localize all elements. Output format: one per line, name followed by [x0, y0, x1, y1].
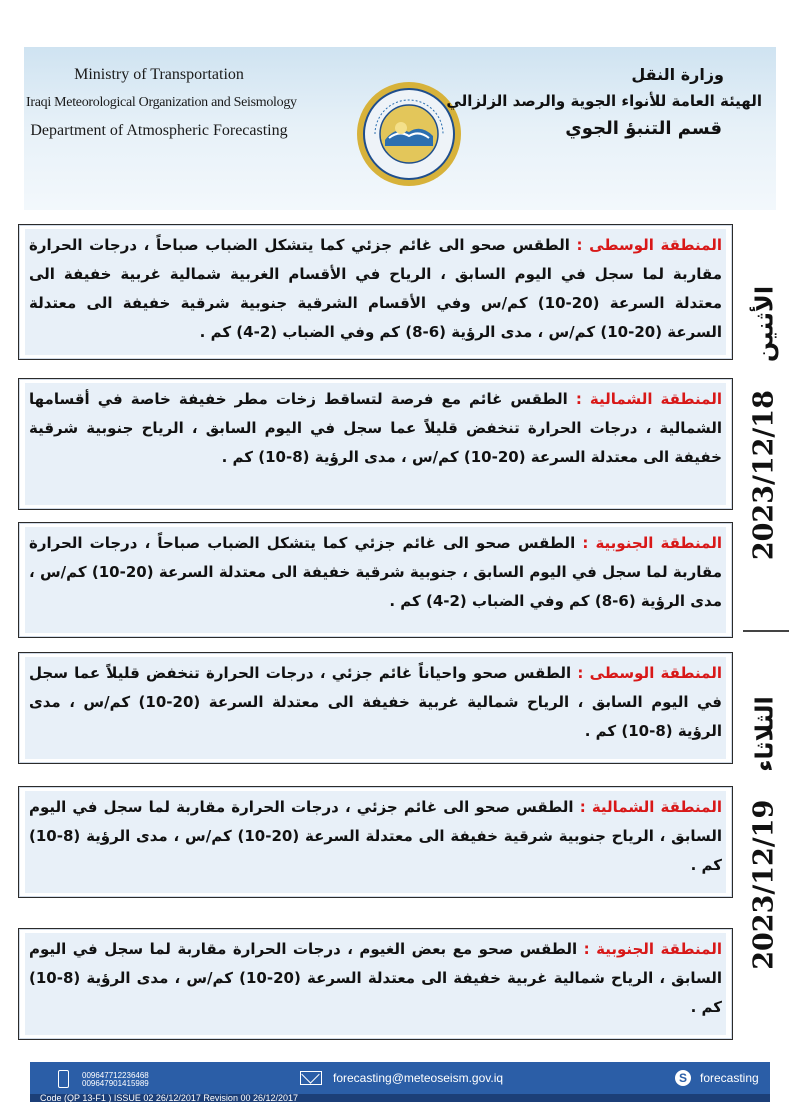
forecast-body: الطقس غائم مع فرصة لتساقط زخات مطر خفيفة خاصة في أقسامها الشمالية ، درجات الحرارة تنخفض قليلاً عما سجل في اليوم السابق ، الرياح جنوبية شرقية خفيفة الى معتدلة السرعة (20-10) كم/س ، مدى الرؤية (8-10) كم . [29, 390, 722, 466]
forecast-body: الطقس صحو الى غائم جزئي كما يتشكل الضباب صباحاً ، درجات الحرارة مقاربة لما سجل في اليوم السابق ، جنوبية شرقية خفيفة الى معتدلة السرعة (20-10) كم/س ، مدى الرؤية (6-8) كم وفي الضباب (2-4) كم . [29, 534, 722, 610]
day-divider [743, 630, 789, 632]
forecast-text [29, 793, 722, 880]
phone-icon [58, 1070, 69, 1088]
forecast-body: الطقس صحو الى غائم جزئي ، درجات الحرارة مقاربة لما سجل في اليوم السابق ، الرياح جنوبية شرقية خفيفة الى معتدلة السرعة (20-10) كم/س ، مدى الرؤية (8-10) كم . [29, 798, 722, 874]
ministry-name-ar: وزارة النقل [631, 65, 724, 84]
region-name: المنطقة الوسطى : [576, 236, 722, 254]
phone-numbers [82, 1072, 149, 1088]
department-name-ar: قسم التنبؤ الجوي [565, 118, 722, 139]
skype-icon: S [675, 1070, 691, 1086]
organization-name-en: Iraqi Meteorological Organization and Seismology [26, 95, 297, 110]
forecast-box [18, 652, 733, 764]
region-name: المنطقة الوسطى : [577, 664, 722, 682]
region-name: المنطقة الشمالية : [579, 798, 722, 816]
forecast-box [18, 522, 733, 638]
forecast-box [18, 378, 733, 510]
day-label-2 [739, 634, 789, 1032]
phone-number: 009647712236468 [82, 1071, 149, 1080]
forecast-text [29, 385, 722, 472]
email-link[interactable]: forecasting@meteoseism.gov.iq [333, 1071, 504, 1085]
region-name: المنطقة الشمالية : [575, 390, 722, 408]
document-code: Code (QP 13-F1 ) ISSUE 02 26/12/2017 Revision 00 26/12/2017 [30, 1094, 770, 1102]
forecast-text [29, 529, 722, 616]
phone-number: 009647901415989 [82, 1079, 149, 1088]
email-icon [300, 1071, 322, 1085]
forecast-text [29, 935, 722, 1022]
day-label-1 [739, 220, 789, 626]
arabic-header [446, 61, 762, 142]
forecast-body: الطقس صحو مع بعض الغيوم ، درجات الحرارة مقاربة لما سجل في اليوم السابق ، الرياح شمالية غربية خفيفة الى معتدلة السرعة (20-10) كم/س ، مدى الرؤية (8-10) كم . [29, 940, 722, 1016]
day-weekday: الثلاثاء [750, 696, 779, 772]
footer-bar [30, 1062, 770, 1100]
skype-handle[interactable]: forecasting [700, 1071, 759, 1085]
forecast-box [18, 786, 733, 898]
day-weekday: الأثنين [750, 285, 779, 363]
ministry-name-en: Ministry of Transportation [74, 66, 244, 83]
forecast-box [18, 224, 733, 360]
date-column [739, 220, 789, 1032]
forecast-box [18, 928, 733, 1040]
forecast-body: الطقس صحو الى غائم جزئي كما يتشكل الضباب صباحاً ، درجات الحرارة مقاربة لما سجل في اليوم السابق ، الرياح في الأقسام الغربية شمالية غربية خفيفة الى معتدلة السرعة (20-10) كم/س وفي الأقسام الشرقية جنوبية شرقية خفيفة الى معتدلة السرعة (20-10) كم/س ، مدى الرؤية (6-8) كم وفي الضباب (2-4) كم . [29, 236, 722, 341]
forecast-text [29, 659, 722, 746]
region-name: المنطقة الجنوبية : [582, 534, 722, 552]
letterhead [24, 47, 776, 210]
forecast-text [29, 231, 722, 347]
region-name: المنطقة الجنوبية : [583, 940, 722, 958]
department-name-en: Department of Atmospheric Forecasting [30, 122, 288, 139]
organization-name-ar: الهيئة العامة للأنواء الجوية والرصد الزلزالي [446, 92, 762, 110]
english-header [24, 61, 297, 145]
forecast-body: الطقس صحو واحياناً غائم جزئي ، درجات الحرارة تنخفض قليلاً عما سجل في اليوم السابق ، الرياح شمالية غربية خفيفة الى معتدلة السرعة (20-10) كم/س ، مدى الرؤية (8-10) كم . [29, 664, 722, 740]
day-date: 2023/12/19 [748, 799, 780, 970]
day-date: 2023/12/18 [748, 390, 780, 561]
